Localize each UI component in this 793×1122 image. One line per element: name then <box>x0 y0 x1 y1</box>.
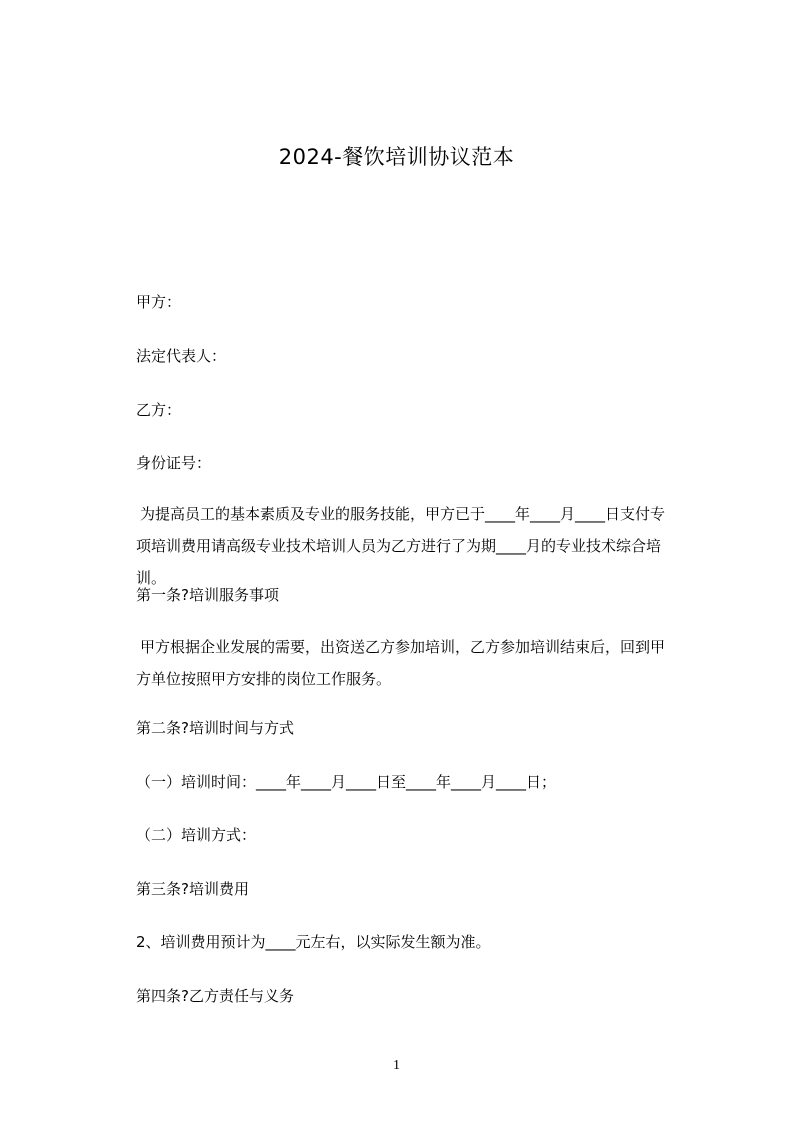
fee-estimate-clause: 2、培训费用预计为____元左右，以实际发生额为准。 <box>136 933 491 951</box>
party-a-label: 甲方： <box>136 293 182 311</box>
id-number-label: 身份证号： <box>136 454 212 472</box>
article-3-heading: 第三条?培训费用 <box>136 880 249 898</box>
training-method-clause: （二）培训方式： <box>136 826 257 844</box>
article-1-heading: 第一条?培训服务事项 <box>136 586 279 604</box>
article-2-heading: 第二条?培训时间与方式 <box>136 719 294 737</box>
article-1-body: 甲方根据企业发展的需要，出资送乙方参加培训，乙方参加培训结束后，回到甲方单位按照甲方安排的岗位工作服务。 <box>136 638 666 688</box>
document-title: 2024-餐饮培训协议范本 <box>278 145 515 169</box>
party-b-label: 乙方： <box>136 401 182 419</box>
intro-paragraph: 为提高员工的基本素质及专业的服务技能，甲方已于____年____月____日支付专项培训费用请高级专业技术培训人员为乙方进行了为期____月的专业技术综合培训。 <box>136 505 666 587</box>
article-4-heading: 第四条?乙方责任与义务 <box>136 987 294 1005</box>
training-time-clause: （一）培训时间：____年____月____日至____年____月____日； <box>136 773 557 791</box>
page-number: 1 <box>393 1058 400 1073</box>
legal-representative-label: 法定代表人： <box>136 347 227 365</box>
